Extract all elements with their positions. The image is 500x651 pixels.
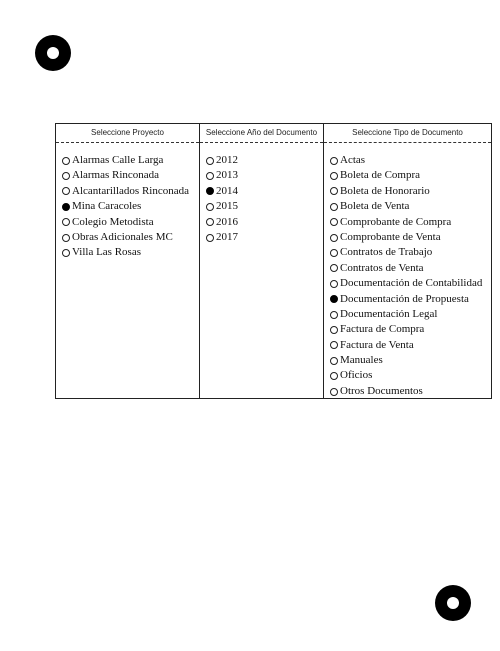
option-anio[interactable]	[206, 199, 323, 214]
radio-button[interactable]	[330, 280, 338, 288]
option-tipo[interactable]	[330, 276, 491, 291]
radio-button[interactable]	[330, 203, 338, 211]
option-label: Manuales	[340, 354, 383, 367]
option-proyecto[interactable]	[62, 245, 199, 260]
radio-button[interactable]	[330, 357, 338, 365]
column-proyecto	[56, 124, 199, 398]
radio-button[interactable]	[330, 264, 338, 272]
option-anio[interactable]	[206, 215, 323, 230]
radio-button[interactable]	[206, 187, 214, 195]
option-anio[interactable]	[206, 184, 323, 199]
option-anio[interactable]	[206, 230, 323, 245]
option-tipo[interactable]	[330, 199, 491, 214]
option-label: Contratos de Venta	[340, 261, 424, 274]
radio-button[interactable]	[62, 234, 70, 242]
option-label: Alarmas Rinconada	[72, 169, 160, 182]
radio-button[interactable]	[330, 249, 338, 257]
option-label: Factura de Compra	[340, 323, 425, 336]
header-proyecto: Seleccione Proyecto	[56, 124, 199, 143]
option-tipo[interactable]	[330, 338, 491, 353]
radio-button[interactable]	[330, 326, 338, 334]
radio-button[interactable]	[330, 187, 338, 195]
option-label: 2014	[216, 184, 238, 197]
radio-button[interactable]	[330, 388, 338, 396]
radio-button[interactable]	[62, 172, 70, 180]
option-label: Alcantarillados Rinconada	[72, 184, 189, 197]
option-proyecto[interactable]	[62, 153, 199, 168]
option-label: 2013	[216, 169, 238, 182]
radio-button[interactable]	[206, 157, 214, 165]
option-proyecto[interactable]	[62, 168, 199, 183]
option-tipo[interactable]	[330, 230, 491, 245]
option-tipo[interactable]	[330, 368, 491, 383]
option-proyecto[interactable]	[62, 184, 199, 199]
option-label: Actas	[340, 154, 366, 166]
option-list-tipo	[324, 143, 491, 399]
option-anio[interactable]	[206, 168, 323, 183]
option-proyecto[interactable]	[62, 199, 199, 214]
option-tipo[interactable]	[330, 245, 491, 260]
radio-button[interactable]	[330, 341, 338, 349]
option-tipo[interactable]	[330, 215, 491, 230]
header-anio: Seleccione Año del Documento	[200, 124, 323, 143]
column-anio	[199, 124, 323, 398]
option-tipo[interactable]	[330, 292, 491, 307]
option-tipo[interactable]	[330, 353, 491, 368]
option-tipo[interactable]	[330, 322, 491, 337]
option-anio[interactable]	[206, 153, 323, 168]
radio-button[interactable]	[62, 187, 70, 195]
radio-button[interactable]	[330, 157, 338, 165]
column-tipo	[323, 124, 491, 398]
option-label: 2017	[216, 230, 238, 243]
option-label: Obras Adicionales MC	[72, 230, 173, 243]
radio-button[interactable]	[62, 218, 70, 226]
radio-button[interactable]	[62, 203, 70, 211]
option-label: Villa Las Rosas	[72, 246, 141, 259]
option-tipo[interactable]	[330, 184, 491, 199]
selection-form	[55, 123, 492, 399]
option-label: Boleta de Honorario	[340, 184, 430, 197]
option-label: Boleta de Venta	[340, 200, 410, 213]
radio-button[interactable]	[206, 203, 214, 211]
radio-button[interactable]	[206, 218, 214, 226]
radio-button[interactable]	[330, 234, 338, 242]
option-label: Colegio Metodista	[72, 215, 154, 228]
option-label: Contratos de Trabajo	[340, 246, 433, 259]
option-proyecto[interactable]	[62, 230, 199, 245]
radio-button[interactable]	[62, 157, 70, 165]
option-label: 2012	[216, 154, 238, 166]
option-label: Documentación Legal	[340, 307, 438, 320]
option-tipo[interactable]	[330, 307, 491, 322]
option-label: Mina Caracoles	[72, 200, 142, 213]
option-list-proyecto	[56, 143, 199, 261]
option-label: Documentación de Contabilidad	[340, 277, 483, 290]
option-label: Alarmas Calle Larga	[72, 154, 164, 166]
option-label: Comprobante de Compra	[340, 215, 452, 228]
option-label: Oficios	[340, 369, 373, 382]
option-label: Comprobante de Venta	[340, 230, 441, 243]
option-list-anio	[200, 143, 323, 245]
option-label: Boleta de Compra	[340, 169, 421, 182]
option-tipo[interactable]	[330, 384, 491, 399]
radio-button[interactable]	[330, 295, 338, 303]
radio-button[interactable]	[62, 249, 70, 257]
radio-button[interactable]	[330, 372, 338, 380]
option-label: Otros Documentos	[340, 384, 423, 397]
registration-mark-top-left	[35, 35, 71, 71]
option-tipo[interactable]	[330, 168, 491, 183]
option-label: Factura de Venta	[340, 338, 414, 351]
option-label: 2016	[216, 215, 238, 228]
registration-mark-bottom-right	[435, 585, 471, 621]
radio-button[interactable]	[206, 172, 214, 180]
radio-button[interactable]	[206, 234, 214, 242]
radio-button[interactable]	[330, 172, 338, 180]
option-tipo[interactable]	[330, 153, 491, 168]
option-tipo[interactable]	[330, 261, 491, 276]
radio-button[interactable]	[330, 218, 338, 226]
radio-button[interactable]	[330, 311, 338, 319]
option-proyecto[interactable]	[62, 215, 199, 230]
header-tipo: Seleccione Tipo de Documento	[324, 124, 491, 143]
option-label: 2015	[216, 200, 238, 213]
option-label: Documentación de Propuesta	[340, 292, 469, 305]
